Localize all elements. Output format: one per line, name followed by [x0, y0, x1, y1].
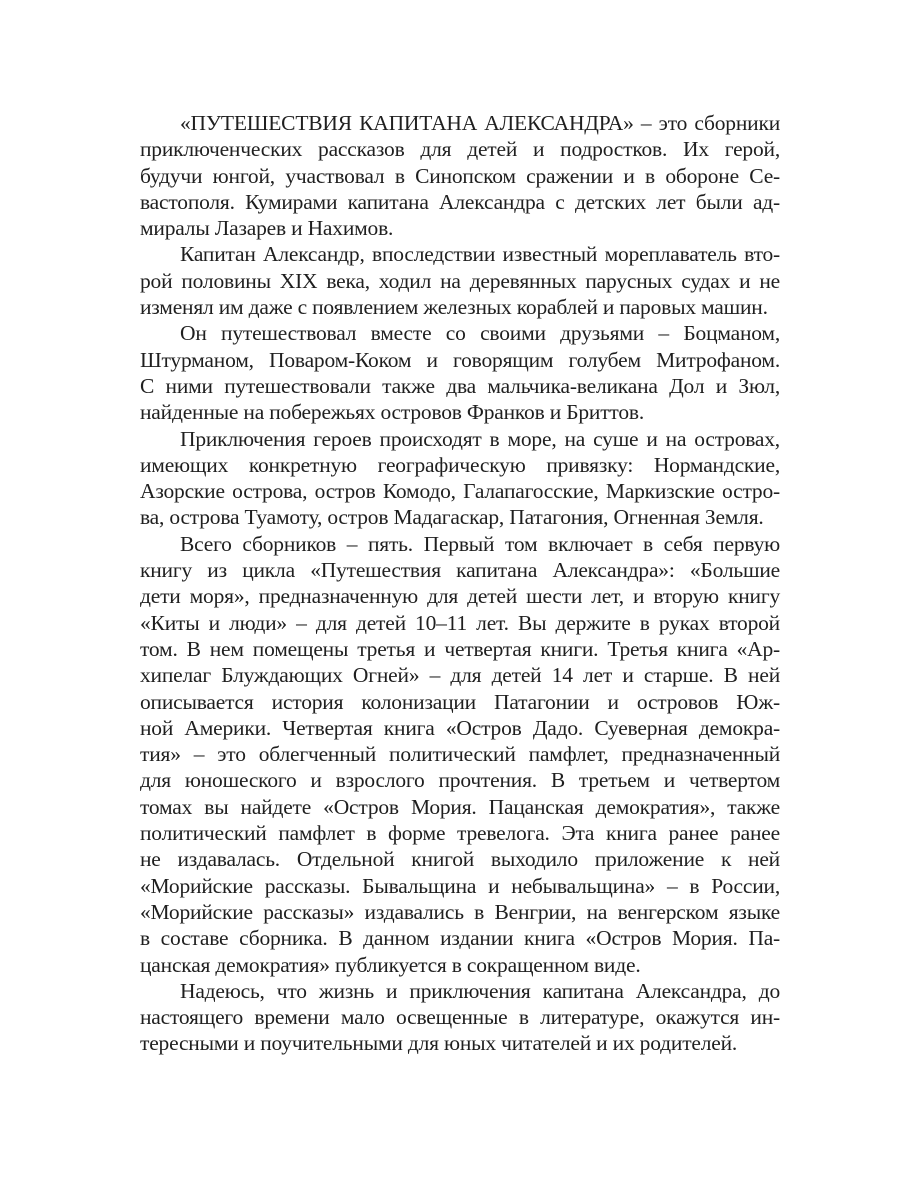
text-line: Штурманом, Поваром-Коком и говорящим голубем Митрофаном. — [140, 347, 780, 372]
text-line: миралы Лазарев и Нахимов. — [140, 216, 394, 241]
text-line: ной Америки. Четвертая книга «Остров Дадо. Суеверная демокра- — [140, 715, 780, 740]
paragraph — [140, 531, 780, 978]
text-line: в составе сборника. В данном издании книга «Остров Мория. Па- — [140, 926, 780, 951]
text-line: Азорские острова, остров Комодо, Галапагосские, Маркизские остро- — [140, 479, 780, 504]
text-line: цанская демократия» публикуется в сокращенном виде. — [140, 952, 641, 977]
text-line: томах вы найдете «Остров Мория. Пацанская демократия», также — [140, 794, 780, 819]
paragraph — [140, 110, 780, 241]
text-line: будучи юнгой, участвовал в Синопском сражении и в обороне Се- — [140, 163, 780, 188]
text-line: том. В нем помещены третья и четвертая книги. Третья книга «Ар- — [140, 636, 780, 661]
text-line: настоящего времени мало освещенные в литературе, окажутся ин- — [140, 1005, 780, 1030]
paragraph — [140, 320, 780, 425]
paragraph — [140, 978, 780, 1057]
text-line: Капитан Александр, впоследствии известный мореплаватель вто- — [180, 242, 780, 267]
text-line: Всего сборников – пять. Первый том включает в себя первую — [180, 531, 780, 556]
text-line: Надеюсь, что жизнь и приключения капитана Александра, до — [180, 978, 780, 1003]
text-line: тия» – это облегченный политический памфлет, предназначенный — [140, 742, 780, 767]
text-line: Он путешествовал вместе со своими друзьями – Боцманом, — [180, 321, 780, 346]
text-line: «ПУТЕШЕСТВИЯ КАПИТАНА АЛЕКСАНДРА» – это сборники — [180, 111, 780, 135]
text-line: дети моря», предназначенную для детей шести лет, и вторую книгу — [140, 584, 780, 609]
text-line: С ними путешествовали также два мальчика-великана Дол и Зюл, — [140, 373, 780, 398]
text-line: «Киты и люди» – для детей 10–11 лет. Вы держите в руках второй — [140, 610, 780, 635]
text-line: для юношеского и взрослого прочтения. В третьем и четвертом — [140, 768, 780, 793]
text-line: изменял им даже с появлением железных кораблей и паровых машин. — [140, 295, 768, 320]
text-line: «Морийские рассказы» издавались в Венгрии, на венгерском языке — [140, 899, 780, 924]
text-line: не издавалась. Отдельной книгой выходило приложение к ней — [140, 847, 780, 872]
text-line: ва, острова Туамоту, остров Мадагаскар, Патагония, Огненная Земля. — [140, 505, 764, 530]
text-line: тересными и поучительными для юных читателей и их родителей. — [140, 1031, 738, 1056]
text-line: найденные на побережьях островов Франков и Бриттов. — [140, 400, 645, 425]
text-line: политический памфлет в форме тревелога. Эта книга ранее ранее — [140, 821, 780, 846]
paragraph — [140, 241, 780, 320]
text-line: «Морийские рассказы. Бывальщина и небывальщина» – в России, — [140, 873, 780, 898]
text-line: описывается история колонизации Патагонии и островов Юж- — [140, 689, 780, 714]
paragraph — [140, 426, 780, 531]
text-line: хипелаг Блуждающих Огней» – для детей 14 лет и старше. В ней — [140, 663, 780, 688]
text-line: имеющих конкретную географическую привязку: Нормандские, — [140, 452, 780, 477]
text-column — [140, 110, 780, 1057]
text-line: рой половины XIX века, ходил на деревянных парусных судах и не — [140, 268, 780, 293]
text-line: книгу из цикла «Путешествия капитана Александра»: «Большие — [140, 558, 780, 583]
text-line: вастополя. Кумирами капитана Александра с детских лет были ад- — [140, 189, 780, 214]
text-line: Приключения героев происходят в море, на суше и на островах, — [180, 426, 780, 451]
text-line: приключенческих рассказов для детей и подростков. Их герой, — [140, 137, 780, 162]
